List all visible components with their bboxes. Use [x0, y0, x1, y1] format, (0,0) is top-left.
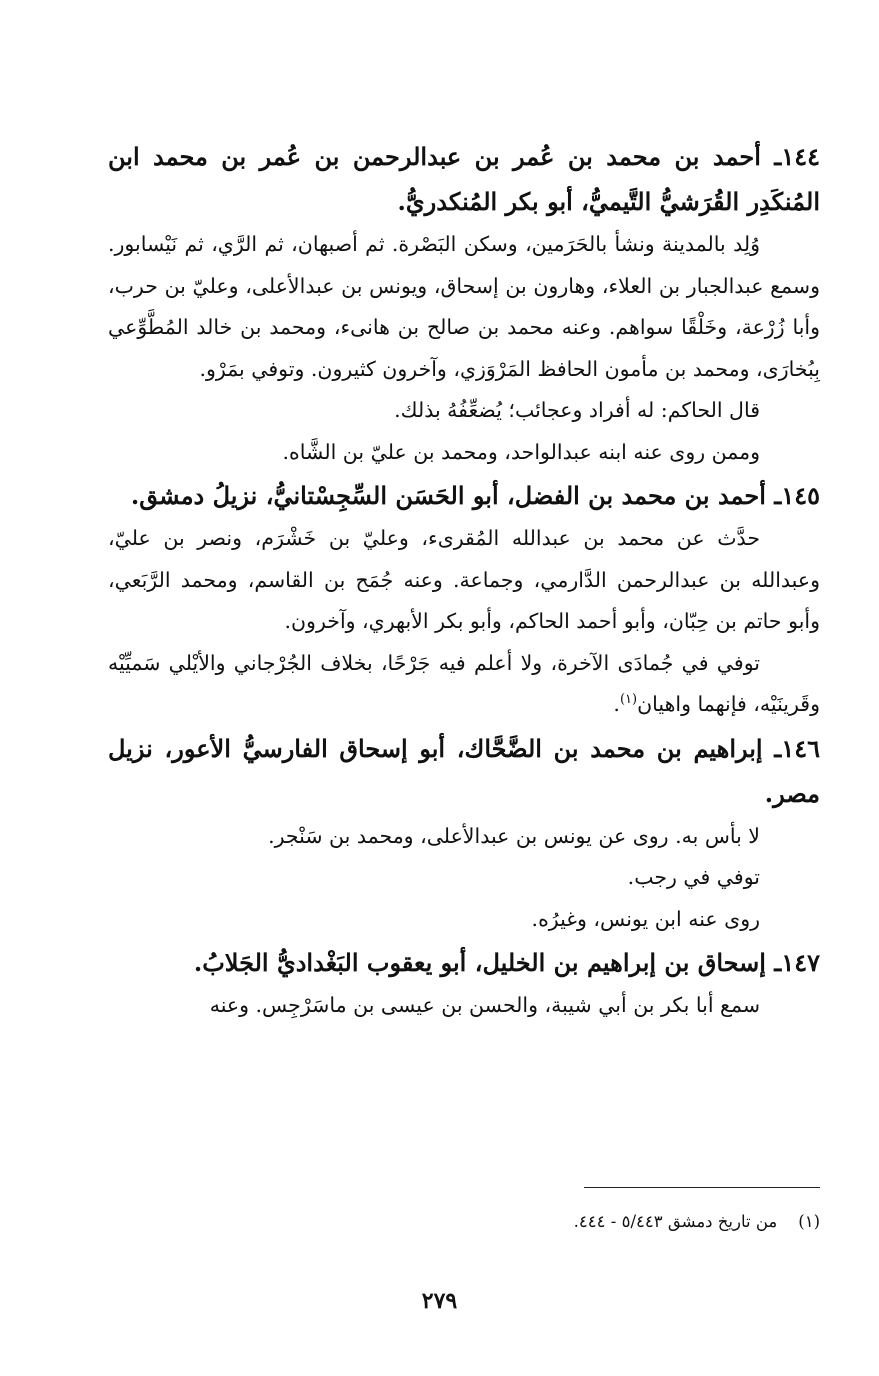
main-text — [108, 134, 820, 1027]
entry-147-paragraph-1: سمع أبا بكر بن أبي شيبة، والحسن بن عيسى بن ماسَرْجِس. وعنه — [209, 993, 760, 1017]
footnote-divider — [584, 1187, 820, 1188]
entry-heading-146: ١٤٦ـ إبراهيم بن محمد بن الضَّحَّاك، أبو إسحاق الفارسيُّ الأعور، نزيل مصر. — [108, 733, 820, 808]
entry-145-paragraph-2: توفي في جُمادَى الآخرة، ولا أعلم فيه جَرْحًا، بخلاف الجُرْجاني والأيْلي سَميِّيْه وقَرينَيْه، فإنهما واهيان$^{(١)}$. — [108, 650, 820, 716]
entry-144-paragraph-1: وُلِد بالمدينة ونشأ بالحَرَمين، وسكن البَصْرة. ثم أصبهان، ثم الرَّي، ثم نَيْسابور. وسمع عبدالجبار بن العلاء، وهارون بن إسحاق، ويونس بن عبدالأعلى، وعليّ بن حرب، وأبا زُرْعة، وخَلْقًا سواهم. وعنه محمد بن صالح بن هانىء، ومحمد بن خالد المُطَّوِّعي بِبُخارَى، ومحمد بن مأمون الحافظ المَرْوَزي، وآخرون كثيرون. وتوفي بمَرْو. — [108, 232, 820, 381]
entry-145-paragraph-1: حدَّث عن محمد بن عبدالله المُقرىء، وعليّ بن خَشْرَم، ونصر بن عليّ، وعبدالله بن عبدالرحمن الدَّارمي، وجماعة. وعنه جُمَح بن القاسم، ومحمد الرَّبَعي، وأبو حاتم بن حِبّان، وأبو أحمد الحاكم، وأبو بكر الأبهري، وآخرون. — [108, 526, 820, 633]
entry-heading-144: ١٤٤ـ أحمد بن محمد بن عُمر بن عبدالرحمن بن عُمر بن محمد ابن المُنكَدِر القُرَشيُّ التَّيميُّ، أبو بكر المُنكدريُّ. — [108, 142, 820, 216]
entry-144-paragraph-3: وممن روى عنه ابنه عبدالواحد، ومحمد بن عليّ بن الشَّاه. — [282, 439, 760, 464]
footnote-reference[interactable]: (١) — [619, 692, 638, 708]
entry-146-paragraph-3: روى عنه ابن يونس، وغيرُه. — [531, 906, 760, 931]
entry-146-paragraph-2: توفي في رجب. — [627, 865, 760, 889]
page-number: ٢٧٩ — [421, 1288, 458, 1314]
footnote-mark: (١) — [798, 1212, 820, 1231]
entry-heading-145: ١٤٥ـ أحمد بن محمد بن الفضل، أبو الحَسَن السِّجِسْتانيُّ، نزيلُ دمشق. — [130, 481, 820, 510]
footnote-text: من تاريخ دمشق ٥/٤٤٣ - ٤٤٤. — [573, 1212, 778, 1231]
entry-heading-147: ١٤٧ـ إسحاق بن إبراهيم بن الخليل، أبو يعقوب البَغْداديُّ الجَلابُ. — [193, 948, 820, 977]
entry-145-paragraph-2-text: توفي في جُمادَى الآخرة، ولا أعلم فيه جَرْحًا، بخلاف الجُرْجاني والأيْلي سَميِّيْه وقَرينَيْه، فإنهما واهيان — [108, 650, 820, 716]
entry-144-paragraph-2: قال الحاكم: له أفراد وعجائب؛ يُضعِّفُهُ بذلك. — [394, 398, 760, 422]
footnote — [420, 1208, 820, 1236]
entry-146-paragraph-1: لا بأس به. روى عن يونس بن عبدالأعلى، ومحمد بن سَنْجر. — [268, 823, 760, 848]
